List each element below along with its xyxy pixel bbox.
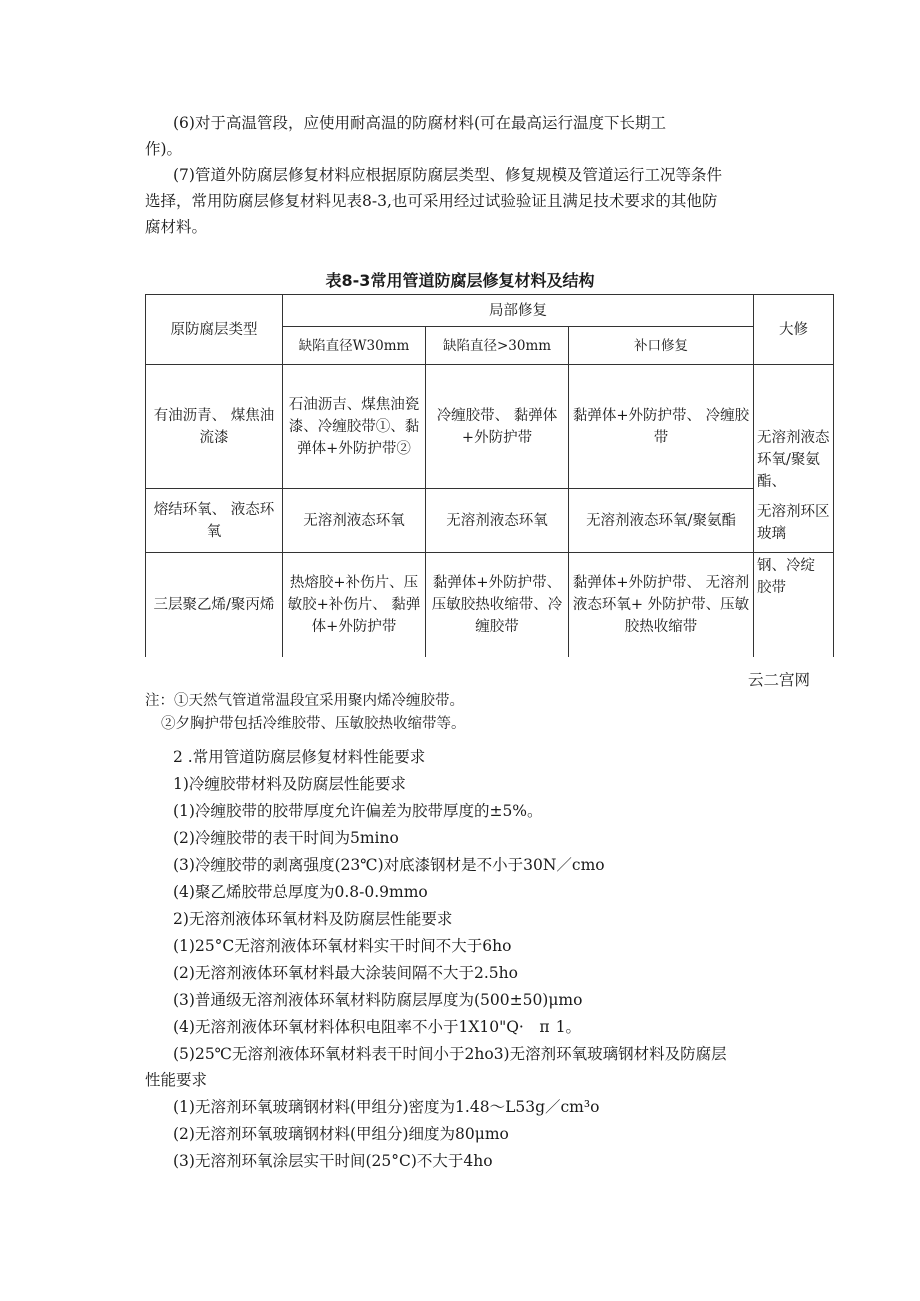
cell-small-defect: 石油沥吉、煤焦油瓷漆、冷缠胶带①、黏弹体+外防护带②: [283, 365, 426, 489]
table-caption: 表8-3常用管道防腐层修复材料及结构: [325, 271, 595, 290]
table-row: [146, 489, 834, 553]
subsection-heading: 2)无溶剂液体环氧材料及防腐层性能要求: [173, 910, 453, 928]
header-major-repair: 大修: [754, 295, 834, 365]
cell-joint: 黏弹体+外防护带、 无溶剂液态环氧+ 外防护带、压敏胶热收缩带: [569, 553, 754, 657]
header-local-repair: 局部修复: [283, 295, 754, 327]
body-line: (3)冷缠胶带的剥离强度(23℃)对底漆钢材是不小于30N／cmo: [173, 856, 605, 874]
header-small-defect: 缺陷直径W30mm: [283, 327, 426, 365]
cell-type: 熔结环氧、 液态环氧: [146, 489, 283, 553]
subsection-heading: 1)冷缠胶带材料及防腐层性能要求: [173, 775, 406, 793]
body-line: (1)无溶剂环氧玻璃钢材料(甲组分)密度为1.48～L53g／cm³o: [173, 1098, 600, 1116]
major-text-2: 无溶剂环区玻璃: [757, 504, 830, 542]
header-joint-repair: 补口修复: [569, 327, 754, 365]
header-large-defect: 缺陷直径>30mm: [426, 327, 569, 365]
cell-major-repair-b: 钢、冷绽 胶带: [754, 553, 834, 657]
watermark-brand: 云二宫网: [748, 671, 811, 689]
body-line: (2)无溶剂环氧玻璃钢材料(甲组分)细度为80μmo: [173, 1125, 509, 1143]
repair-materials-table: [145, 294, 834, 657]
cell-type: 三层聚乙烯/聚丙烯: [146, 553, 283, 657]
table-row: [146, 553, 834, 657]
body-line: (1)25°C无溶剂液体环氧材料实干时间不大于6ho: [173, 937, 512, 955]
note-1: 注：①天然气管道常温段宜采用聚内烯冷缠胶带。: [145, 693, 464, 709]
note-2: ②夕胸护带包括冷维胶带、压敏胶热收缩带等。: [161, 716, 466, 732]
major-text-1: 无溶剂液态环氧/聚氨酯、: [757, 430, 830, 490]
cell-joint: 无溶剂液态环氧/聚氨酯: [569, 489, 754, 553]
cell-large-defect: 冷缠胶带、 黏弹体+外防护带: [426, 365, 569, 489]
item-6-line-1: (6)对于高温管段，应使用耐高温的防腐材料(可在最高运行温度下长期工: [173, 114, 667, 132]
body-line: (2)无溶剂液体环氧材料最大涂装间隔不大于2.5ho: [173, 964, 518, 982]
body-line: (3)普通级无溶剂液体环氧材料防腐层厚度为(500±50)μmo: [173, 991, 583, 1009]
item-7-line-3: 腐材料。: [145, 218, 208, 236]
item-7-line-2: 选择，常用防腐层修复材料见表8-3,也可采用经过试验验证且满足技术要求的其他防: [145, 192, 718, 210]
section-heading: 2 .常用管道防腐层修复材料性能要求: [173, 748, 426, 766]
cell-type: 有油沥青、 煤焦油流漆: [146, 365, 283, 489]
body-line: (4)无溶剂液体环氧材料体积电阻率不小于1X10"Q· π 1。: [173, 1018, 582, 1036]
body-line: (3)无溶剂环氧涂层实干时间(25°C)不大于4ho: [173, 1152, 493, 1170]
body-line: 性能要求: [145, 1071, 208, 1089]
header-original-type: 原防腐层类型: [146, 295, 283, 365]
body-line: (5)25℃无溶剂液体环氧材料表干时间小于2ho3)无溶剂环氧玻璃钢材料及防腐层: [173, 1045, 727, 1063]
body-line: (1)冷缠胶带的胶带厚度允许偏差为胶带厚度的±5%。: [173, 802, 543, 820]
table-row: [146, 365, 834, 489]
cell-small-defect: 热熔胶+补伤片、压敏胶+补伤片、 黏弹体+外防护带: [283, 553, 426, 657]
body-line: (2)冷缠胶带的表干时间为5mino: [173, 829, 399, 847]
body-line: (4)聚乙烯胶带总厚度为0.8-0.9mmo: [173, 883, 428, 901]
cell-small-defect: 无溶剂液态环氧: [283, 489, 426, 553]
cell-large-defect: 无溶剂液态环氧: [426, 489, 569, 553]
cell-major-repair-a: [754, 365, 834, 553]
item-6-line-2: 作)。: [145, 140, 183, 158]
item-7-line-1: (7)管道外防腐层修复材料应根据原防腐层类型、修复规模及管道运行工况等条件: [173, 166, 722, 184]
cell-joint: 黏弹体+外防护带、 冷缠胶带: [569, 365, 754, 489]
cell-large-defect: 黏弹体+外防护带、压敏胶热收缩带、冷缠胶带: [426, 553, 569, 657]
